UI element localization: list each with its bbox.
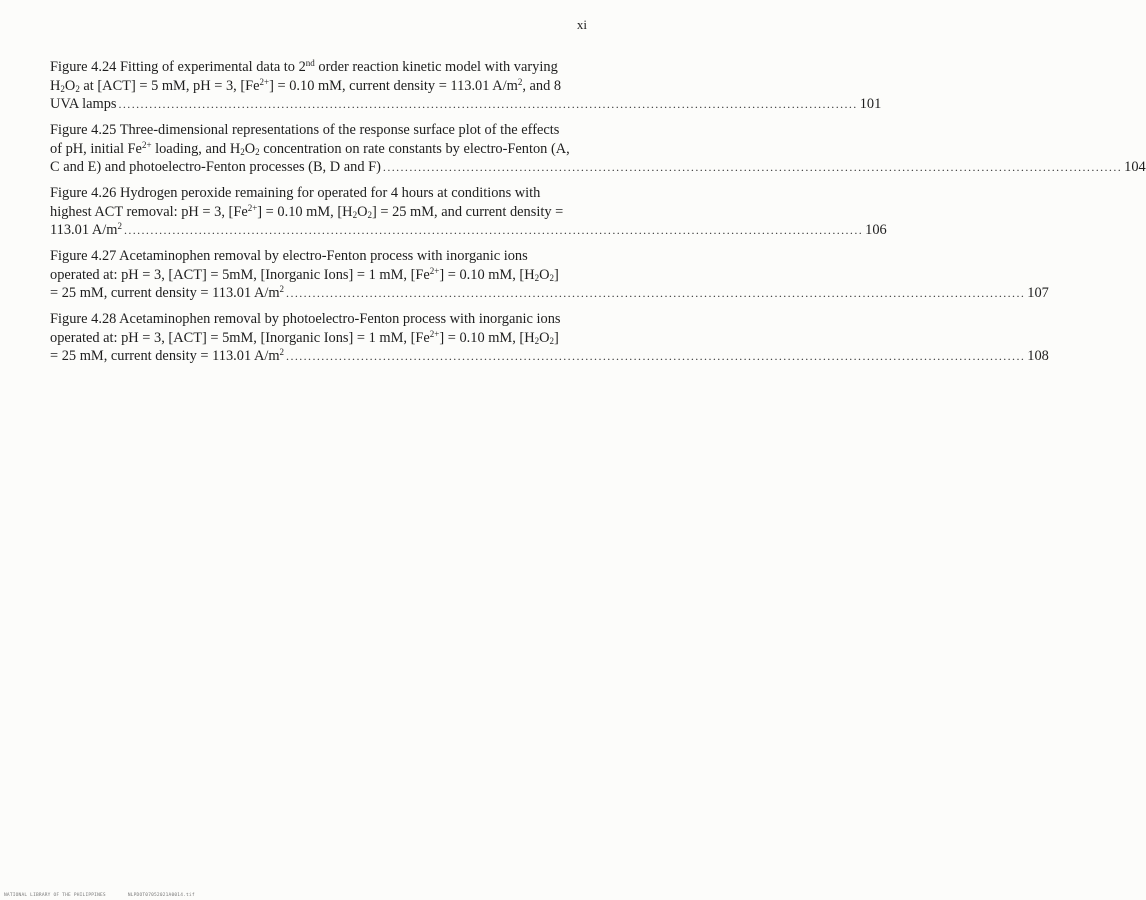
caption-text: 113.01 A/m [50,222,118,238]
caption-text: Acetaminophen removal by electro-Fenton process with inorganic ions [116,248,528,264]
caption-text: ] = 0.10 mM, [H [439,266,535,283]
page-ref[interactable]: 108 [1027,348,1049,364]
caption-text: ] = 0.10 mM, current density = 113.01 A/m [269,77,518,94]
scan-footer [4,893,195,898]
caption-text: O [539,329,550,346]
entry-leader-line [50,158,1146,177]
scan-filename: NLPDOT07052021A0014.tif [127,893,195,898]
subscript: 2 [60,83,65,94]
subscript: 2 [255,146,260,157]
caption-text: = 25 mM, current density = 113.01 A/m [50,348,280,364]
superscript: 2 [279,347,285,357]
dot-leader: ........................................................................................................................................................................ [123,223,864,237]
caption-text: O [357,203,368,220]
subscript: 2 [75,83,80,94]
caption-text: ] = 25 mM, and current density = [371,203,564,220]
caption-text: O [539,266,550,283]
entry-leader-line [50,95,882,114]
entry-leader-line [50,284,1049,303]
subscript: 2 [240,146,245,157]
entry-line-2 [50,329,588,348]
caption-text: Acetaminophen removal by photoelectro-Fenton process with inorganic ions [116,311,561,327]
subscript: 2 [534,335,540,346]
caption-text: = 25 mM, current density = 113.01 A/m [50,285,280,301]
caption-text: O [244,140,256,157]
lof-entry-4-25[interactable] [50,121,1146,177]
entry-line-2 [50,77,588,96]
caption-text: ] = 0.10 mM, [H [439,329,535,346]
caption-text: operated at: pH = 3, [ACT] = 5mM, [Inorganic Ions] = 1 mM, [Fe [50,266,430,283]
entry-line-1 [50,247,588,266]
subscript: 2 [549,335,555,346]
dot-leader: ........................................................................................................................................................................ [118,97,858,111]
caption-text: operated at: pH = 3, [ACT] = 5mM, [Inorganic Ions] = 1 mM, [Fe [50,329,430,346]
subscript: 2 [549,272,555,283]
page-ref[interactable]: 101 [859,96,882,112]
page-ref[interactable]: 104 [1124,159,1146,175]
entry-leader-line [50,347,1049,366]
caption-text: ] = 0.10 mM, [H [257,203,353,220]
dot-leader: ........................................................................................................................................................................ [382,160,1123,174]
caption-text: UVA lamps [50,96,117,112]
superscript: 2+ [141,139,152,150]
caption-text: ] [554,266,559,283]
lof-entry-4-26[interactable] [50,184,887,240]
superscript: 2 [279,284,285,294]
lof-entry-4-28[interactable] [50,310,1049,366]
caption-text: at [ACT] = 5 mM, pH = 3, [Fe [79,77,260,94]
entry-line-2 [50,140,588,159]
library-stamp: NATIONAL LIBRARY OF THE PHILIPPINES [4,893,106,898]
figure-label: Figure 4.28 [50,311,117,327]
lof-entry-4-24[interactable] [50,58,882,114]
entry-line-1 [50,58,588,77]
superscript: 2+ [429,328,440,339]
page-ref[interactable]: 106 [865,222,887,238]
entry-leader-line [50,221,887,240]
dot-leader: ........................................................................................................................................................................ [286,286,1026,300]
caption-text: H [50,77,61,94]
caption-text: O [64,77,76,94]
figure-label: Figure 4.27 [50,248,117,264]
page-ref[interactable]: 107 [1027,285,1049,301]
page-number: xi [576,17,587,32]
caption-text: concentration on rate constants by electro-Fenton (A, [259,140,570,157]
figure-label: Figure 4.25 [50,122,117,138]
entry-line-1 [50,310,588,329]
superscript: 2+ [259,76,270,87]
caption-text: loading, and H [151,140,241,157]
superscript: 2+ [429,265,440,276]
figure-label: Figure 4.24 [50,59,117,75]
caption-text: , and 8 [522,77,562,94]
superscript: 2 [517,76,523,87]
superscript: nd [305,58,315,68]
caption-text [50,221,122,240]
caption-text: Three-dimensional representations of the response surface plot of the effects [116,122,560,138]
caption-text [50,284,284,303]
caption-text: Fitting of experimental data to 2 [116,59,306,75]
caption-text: order reaction kinetic model with varying [314,59,558,75]
superscript: 2 [117,221,122,231]
caption-text [50,347,284,366]
dot-leader: ........................................................................................................................................................................ [286,349,1026,363]
caption-text: of pH, initial Fe [50,140,142,157]
figure-label: Figure 4.26 [50,185,117,201]
entry-line-1 [50,184,588,203]
subscript: 2 [367,209,372,220]
entry-line-1 [50,121,588,140]
caption-text: C and E) and photoelectro-Fenton processes (B, D and F) [50,159,381,175]
caption-text: ] [554,329,559,346]
entry-line-2 [50,203,588,222]
caption-text: Hydrogen peroxide remaining for operated for 4 hours at conditions with [116,185,541,201]
superscript: 2+ [247,202,258,213]
list-of-figures [50,58,1146,373]
subscript: 2 [534,272,540,283]
caption-text: highest ACT removal: pH = 3, [Fe [50,203,248,220]
lof-entry-4-27[interactable] [50,247,1049,303]
entry-line-2 [50,266,588,285]
subscript: 2 [352,209,358,220]
